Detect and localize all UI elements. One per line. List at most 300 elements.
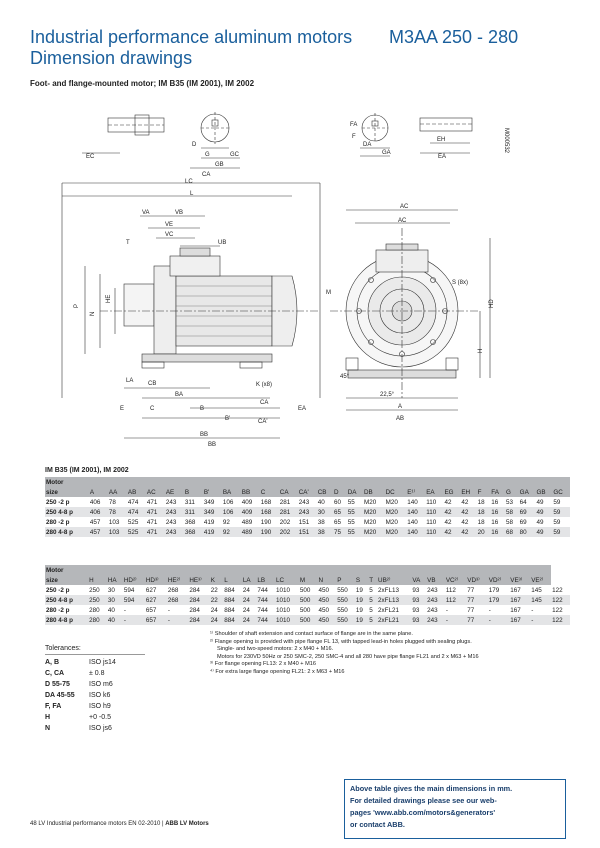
tolerance-key: F, FA (45, 703, 62, 710)
table-cell: 168 (260, 498, 272, 506)
tolerance-item (45, 714, 111, 721)
table-cell: 92 (222, 518, 230, 526)
table-cell: 202 (279, 527, 298, 537)
table-cell: 489 (241, 518, 253, 526)
tolerances-heading: Tolerances: (45, 645, 81, 652)
row-label: 250 -2 p (46, 498, 70, 506)
table-cell: - (123, 615, 145, 625)
table-cell: 18 (477, 507, 491, 517)
table-cell: 243 (426, 615, 445, 625)
tolerance-item (45, 670, 105, 677)
table-cell: 284 (189, 586, 200, 594)
column-header: F (477, 487, 491, 497)
table-cell: 64 (519, 498, 527, 506)
table-cell: 243 (427, 606, 438, 614)
svg-text:UB: UB (218, 240, 227, 246)
table-cell: 24 (242, 595, 256, 605)
table-cell: 77 (467, 606, 475, 614)
table-cell: 500 (299, 586, 311, 594)
table-row (45, 507, 570, 517)
svg-text:G: G (205, 152, 210, 158)
table-cell: 471 (146, 498, 158, 506)
table-cell: 19 (355, 606, 363, 614)
table-cell: 5 (368, 615, 377, 625)
footnote: ⁴⁾ For extra large flange opening FL21: 2 x M63 + M16 (210, 668, 345, 675)
row-label: 280 4-8 p (45, 527, 89, 537)
table-cell: 1010 (276, 586, 291, 594)
table-cell: 122 (552, 606, 563, 614)
column-header: HD²⁾ (123, 575, 145, 585)
svg-text:C: C (150, 406, 155, 412)
svg-text:CA': CA' (258, 419, 268, 425)
drawing-caption: Foot- and flange-mounted motor; IM B35 (IM 2001), IM 2002 (30, 79, 255, 88)
table-cell: 190 (260, 527, 279, 537)
column-header: LB (256, 575, 275, 585)
table-cell: 525 (127, 518, 139, 526)
table-cell: 450 (318, 615, 337, 625)
table-cell: 450 (318, 606, 330, 614)
table-cell: 140 (406, 507, 425, 517)
table-cell: 450 (318, 586, 330, 594)
table-cell: 65 (333, 507, 347, 517)
column-header: HE³⁾ (188, 575, 209, 585)
tolerance-key: D 55-75 (45, 681, 70, 688)
table-cell: 2xFL13 (378, 586, 400, 594)
table-cell: 19 (355, 595, 368, 605)
table-cell: 243 (165, 518, 177, 526)
table-row (45, 527, 570, 537)
table-row (45, 585, 570, 595)
table-cell: 409 (241, 498, 253, 506)
tolerance-key: A, B (45, 659, 59, 666)
svg-text:CA: CA (202, 172, 211, 178)
column-header: AC (146, 487, 165, 497)
table-cell: 30 (107, 586, 115, 594)
table-row (45, 605, 570, 615)
column-header: HA (107, 575, 123, 585)
svg-text:AC: AC (400, 204, 409, 210)
table-cell: 53 (506, 498, 514, 506)
table-cell: 474 (127, 507, 146, 517)
info-line-3: pages 'www.abb.com/motors&generators' (350, 808, 496, 817)
table-cell: 140 (407, 498, 418, 506)
table-cell: 594 (123, 586, 135, 594)
column-header: VE³⁾ (509, 575, 530, 585)
table-cell: 5 (368, 595, 377, 605)
table-cell: 19 (355, 586, 363, 594)
table-cell: 419 (203, 518, 215, 526)
table-cell: 284 (189, 606, 200, 614)
column-header: LC (275, 575, 299, 585)
table-cell: 284 (188, 595, 209, 605)
svg-text:GB: GB (215, 162, 224, 168)
column-header: GC (552, 487, 570, 497)
table-cell: 243 (426, 595, 445, 605)
table-cell: - (530, 615, 551, 625)
column-header: size (45, 575, 88, 585)
column-header: D (333, 487, 347, 497)
tolerance-value: ISO k6 (89, 692, 111, 699)
table-cell: 55 (347, 518, 355, 526)
table-cell: 22 (210, 586, 218, 594)
column-header: GB (536, 487, 553, 497)
table-cell: 42 (443, 527, 460, 537)
column-header: L (223, 575, 242, 585)
table-cell: 42 (444, 518, 452, 526)
info-line-2: For detailed drawings please see our web- (350, 796, 497, 805)
table-cell: 59 (553, 498, 561, 506)
svg-text:VE: VE (165, 222, 174, 228)
table-cell: 2xFL21 (378, 606, 400, 614)
table-cell: 40 (107, 606, 115, 614)
row-label: 280 -2 p (46, 606, 70, 614)
table-cell: 140 (406, 527, 425, 537)
tolerance-value: ISO m6 (89, 681, 113, 688)
table-cell: 16 (491, 518, 499, 526)
table-cell: 1010 (275, 615, 299, 625)
table-cell: 18 (477, 518, 485, 526)
table-cell: 30 (107, 595, 123, 605)
tolerance-value: ISO js6 (89, 725, 112, 732)
svg-text:EA: EA (438, 154, 447, 160)
table-cell: 55 (347, 527, 363, 537)
tolerance-item (45, 681, 113, 688)
svg-text:B': B' (225, 416, 231, 422)
svg-text:CB: CB (148, 381, 157, 387)
table-cell: 106 (222, 507, 241, 517)
table-cell: 49 (536, 518, 544, 526)
column-header: DA (347, 487, 363, 497)
table-cell: 489 (241, 527, 260, 537)
svg-text:A: A (398, 404, 403, 410)
info-line-4: or contact ABB. (350, 820, 405, 829)
table-row (45, 497, 570, 507)
table-cell: 42 (443, 507, 460, 517)
page-number: 48 (30, 821, 37, 827)
page-subtitle: Dimension drawings (30, 48, 193, 68)
table-cell: 457 (89, 527, 108, 537)
table-cell: 106 (222, 498, 234, 506)
table-cell: - (445, 606, 448, 614)
table-cell: 550 (336, 615, 355, 625)
column-header: AA (108, 487, 127, 497)
table-cell: 49 (536, 498, 544, 506)
svg-text:GA: GA (382, 150, 391, 156)
column-header: G (505, 487, 519, 497)
svg-text:VA: VA (142, 210, 150, 216)
row-label: 250 4-8 p (45, 595, 88, 605)
tolerance-item (45, 659, 116, 666)
column-header: VC²⁾ (445, 575, 466, 585)
table-cell: 744 (257, 606, 268, 614)
table-cell: 40 (107, 615, 123, 625)
table-cell: 268 (167, 586, 179, 594)
svg-text:EH: EH (437, 137, 446, 143)
table-cell: 78 (108, 507, 127, 517)
tolerance-value: ± 0.8 (89, 670, 105, 677)
info-box (344, 779, 566, 839)
table-cell: 349 (203, 507, 222, 517)
column-header: CA (279, 487, 298, 497)
table-cell: 179 (488, 586, 500, 594)
column-header: BB (241, 487, 260, 497)
table-cell: 42 (461, 518, 469, 526)
table-cell: 281 (279, 507, 298, 517)
table-cell: 525 (127, 527, 146, 537)
table-cell: 202 (279, 518, 291, 526)
table-cell: 167 (509, 595, 530, 605)
svg-text:CA: CA (260, 400, 269, 406)
table-cell: M20 (385, 507, 407, 517)
footnote: Single- and two-speed motors: 2 x M40 + M16. (217, 646, 334, 653)
table-cell: 68 (505, 527, 519, 537)
table-cell: 16 (490, 527, 505, 537)
column-header: VD³⁾ (466, 575, 487, 585)
table-cell: 93 (412, 606, 420, 614)
table-cell: 5 (369, 606, 373, 614)
table-cell: 22 (210, 595, 223, 605)
table-cell: 151 (298, 518, 310, 526)
footnote: ²⁾ Flange opening is provided with pipe flange FL 13, with tapped lead-in holes plugged with sealing plugs. (210, 638, 472, 645)
column-header: K (210, 575, 223, 585)
table-cell: 280 (89, 606, 100, 614)
table-cell: 550 (336, 595, 355, 605)
table-cell: M20 (385, 518, 398, 526)
table-cell: 110 (426, 518, 437, 526)
table-cell: - (167, 606, 170, 614)
table-cell: 20 (477, 527, 491, 537)
table-cell: 77 (466, 595, 487, 605)
table-cell: 42 (460, 527, 476, 537)
table-row (45, 517, 570, 527)
table-cell: 122 (552, 586, 563, 594)
table-cell: 38 (317, 518, 325, 526)
table-cell: 168 (260, 507, 279, 517)
table-cell: 471 (146, 507, 165, 517)
table-row (45, 595, 570, 605)
column-header: EG (443, 487, 460, 497)
svg-text:VC: VC (165, 232, 174, 238)
table-cell: 167 (509, 615, 530, 625)
svg-text:AC: AC (398, 218, 407, 224)
table-cell: 744 (256, 595, 275, 605)
footer-text: LV Industrial performance motors EN 02-2010 (38, 821, 161, 827)
table-cell: M20 (385, 527, 407, 537)
table-cell: 122 (551, 595, 570, 605)
column-header: CA' (298, 487, 317, 497)
page-title: Industrial performance aluminum motors (30, 27, 353, 47)
table-cell: 368 (184, 527, 203, 537)
table-cell: 110 (425, 527, 443, 537)
row-label: 250 -2 p (46, 586, 70, 594)
footnotes (210, 631, 580, 677)
page-footer: 48 LV Industrial performance motors EN 02-2010 | ABB LV Motors (30, 821, 209, 827)
table-cell: 69 (519, 507, 536, 517)
table-cell: 55 (347, 498, 355, 506)
table-cell: 78 (108, 498, 116, 506)
table-cell: 58 (505, 507, 519, 517)
column-header: C (260, 487, 279, 497)
table-cell: 884 (224, 586, 235, 594)
tolerance-value: ISO h9 (89, 703, 111, 710)
column-header: EH (460, 487, 476, 497)
table-cell: 884 (224, 606, 235, 614)
table-cell: 110 (426, 498, 437, 506)
table-cell: 122 (551, 615, 570, 625)
table-cell: M20 (363, 507, 385, 517)
tolerances-divider (45, 654, 145, 655)
table-cell: 24 (242, 606, 250, 614)
column-header: S (355, 575, 368, 585)
column-header: P (336, 575, 355, 585)
svg-text:S (8x): S (8x) (452, 280, 469, 286)
table-cell: 311 (184, 498, 195, 506)
table-cell: 311 (184, 507, 203, 517)
table-cell: 77 (467, 586, 475, 594)
table-cell: 190 (260, 518, 272, 526)
table-cell: 884 (223, 595, 242, 605)
table-cell: 500 (299, 595, 318, 605)
table-cell: 16 (490, 507, 505, 517)
svg-text:M: M (326, 290, 331, 296)
table-cell: 250 (88, 595, 107, 605)
table-cell: 167 (510, 606, 521, 614)
table-cell: 243 (427, 586, 438, 594)
info-line-1: Above table gives the main dimensions in mm. (350, 784, 513, 793)
table-cell: 594 (123, 595, 145, 605)
row-label: 250 4-8 p (45, 507, 89, 517)
table-cell: 59 (553, 518, 561, 526)
column-header: DC (385, 487, 407, 497)
table-cell: 65 (334, 518, 342, 526)
svg-text:LC: LC (185, 179, 193, 185)
column-header: H (88, 575, 107, 585)
table-header-motor: Motor (45, 565, 551, 575)
table-cell: 471 (146, 527, 165, 537)
table-cell: 744 (257, 586, 268, 594)
table-cell: - (488, 606, 491, 614)
column-header: FA (490, 487, 505, 497)
column-header: VD²⁾ (488, 575, 509, 585)
table-cell: - (123, 606, 126, 614)
table-header-motor: Motor (45, 477, 570, 487)
table-cell: - (445, 615, 466, 625)
table-cell: 93 (411, 615, 426, 625)
table-cell: 24 (242, 615, 256, 625)
svg-text:BB: BB (200, 432, 209, 438)
table-cell: 243 (298, 507, 317, 517)
tolerance-value: +0 -0.5 (89, 714, 111, 721)
table-cell: 24 (242, 586, 250, 594)
column-header: CB (317, 487, 333, 497)
column-header: T (368, 575, 377, 585)
svg-text:HE: HE (106, 294, 112, 303)
table-cell: M20 (363, 527, 385, 537)
svg-text:B: B (200, 406, 205, 412)
svg-text:L: L (190, 191, 194, 197)
table-cell: 419 (203, 527, 222, 537)
column-header: VE²⁾ (530, 575, 551, 585)
column-header: M (299, 575, 318, 585)
table-cell: 471 (146, 518, 158, 526)
table-row (45, 615, 570, 625)
table-cell: - (167, 615, 188, 625)
table-cell: 93 (412, 586, 420, 594)
table-cell: 500 (299, 615, 318, 625)
table-cell: - (531, 606, 534, 614)
svg-text:EC: EC (86, 154, 95, 160)
table-cell: 49 (536, 527, 553, 537)
svg-text:HD: HD (489, 299, 495, 308)
table-cell: 550 (337, 586, 348, 594)
row-label: 280 -2 p (46, 518, 70, 526)
tolerance-key: H (45, 714, 51, 721)
table-cell: M20 (385, 498, 398, 506)
tolerance-key: C, CA (45, 670, 65, 677)
svg-text:E: E (120, 406, 125, 412)
tolerance-value: ISO js14 (89, 659, 116, 666)
svg-text:F: F (352, 134, 356, 140)
table-cell: 349 (203, 498, 215, 506)
table-cell: 5 (369, 586, 373, 594)
table-cell: 450 (318, 595, 337, 605)
table-cell: 69 (519, 518, 527, 526)
table-cell: 24 (210, 606, 218, 614)
table-cell: 179 (488, 595, 509, 605)
table-cell: 2xFL13 (377, 595, 411, 605)
column-header: B' (203, 487, 222, 497)
column-header: GA (519, 487, 536, 497)
table-cell: 500 (299, 606, 311, 614)
table-cell: 92 (222, 527, 241, 537)
table-cell: 103 (108, 518, 120, 526)
table-cell: 145 (531, 586, 542, 594)
column-header: DB (363, 487, 385, 497)
tolerance-key: DA 45-55 (45, 692, 75, 699)
dimension-drawing (30, 98, 570, 460)
table-cell: 110 (425, 507, 443, 517)
row-label: 280 4-8 p (45, 615, 88, 625)
table-cell: 77 (466, 615, 487, 625)
svg-text:BB: BB (208, 442, 217, 448)
tolerance-key: N (45, 725, 51, 732)
svg-text:VB: VB (175, 210, 184, 216)
table-cell: 42 (460, 507, 476, 517)
column-header: VB (426, 575, 445, 585)
column-header: size (45, 487, 89, 497)
table-cell: 167 (510, 586, 521, 594)
table-cell: 151 (298, 527, 317, 537)
table-cell: 140 (407, 518, 418, 526)
table-cell: 280 (88, 615, 107, 625)
table1-section-label: IM B35 (IM 2001), IM 2002 (45, 467, 129, 474)
column-header: HD³⁾ (145, 575, 167, 585)
svg-text:22,5°: 22,5° (380, 392, 395, 398)
table-cell: 550 (337, 606, 348, 614)
table-cell: 250 (89, 586, 100, 594)
table-cell: 284 (188, 615, 209, 625)
table-cell: 884 (223, 615, 242, 625)
svg-text:K (x8): K (x8) (256, 382, 273, 388)
column-header: HE²⁾ (167, 575, 188, 585)
table-cell: 40 (317, 498, 325, 506)
dimensions-table-1 (45, 477, 570, 537)
table-cell: 1010 (275, 595, 299, 605)
table-cell: 80 (519, 527, 536, 537)
tolerance-item (45, 692, 110, 699)
table-cell: 1010 (276, 606, 291, 614)
table-cell: 2xFL21 (377, 615, 411, 625)
